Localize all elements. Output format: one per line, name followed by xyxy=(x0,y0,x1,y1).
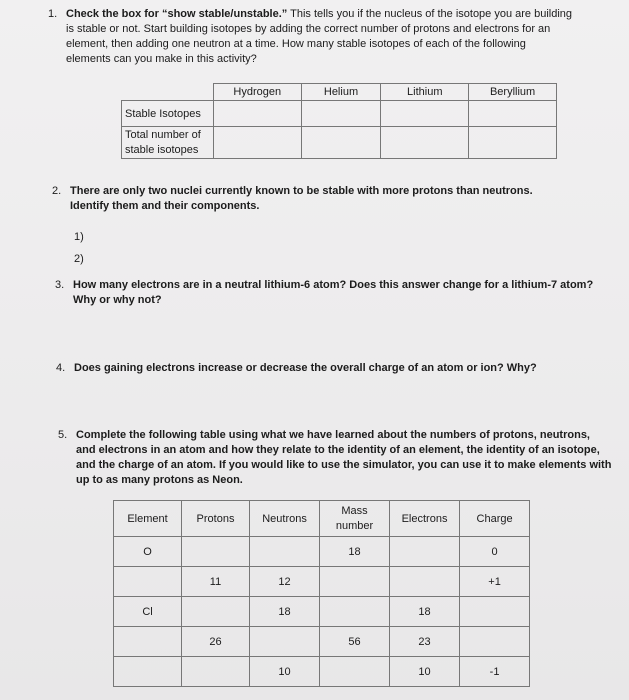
cell-electrons: 18 xyxy=(389,597,459,627)
cell-protons: 26 xyxy=(182,627,250,657)
answer-item-2: 2) xyxy=(74,253,84,265)
cell-protons[interactable] xyxy=(182,597,250,627)
col-header-charge: Charge xyxy=(460,501,530,537)
question-3-line: Why or why not? xyxy=(73,294,162,306)
question-4-line: Does gaining electrons increase or decrease the overall charge of an atom or ion? Why? xyxy=(74,362,537,374)
cell-element[interactable] xyxy=(114,627,182,657)
answer-cell[interactable] xyxy=(301,127,381,159)
question-number: 2. xyxy=(52,185,62,197)
row-label-total-stable xyxy=(122,127,214,159)
cell-neutrons: 18 xyxy=(249,597,319,627)
cell-element: Cl xyxy=(114,597,182,627)
question-3-line: How many electrons are in a neutral lithium-6 atom? Does this answer change for a lithium-7 atom? xyxy=(73,279,594,291)
col-header-protons: Protons xyxy=(182,501,250,537)
cell-charge: +1 xyxy=(460,567,530,597)
question-2-line: Identify them and their components. xyxy=(70,200,260,212)
cell-mass-number[interactable] xyxy=(320,567,390,597)
cell-electrons[interactable] xyxy=(389,567,459,597)
question-1-lead: Check the box for “show stable/unstable.” xyxy=(66,8,288,20)
question-5-line: and the charge of an atom. If you would like to use the simulator, you can use it to make elements with xyxy=(76,459,612,471)
table-corner xyxy=(122,84,214,101)
cell-neutrons[interactable] xyxy=(249,537,319,567)
cell-mass-number: 18 xyxy=(320,537,390,567)
cell-electrons: 10 xyxy=(389,657,459,687)
answer-cell[interactable] xyxy=(213,127,301,159)
col-header-electrons: Electrons xyxy=(389,501,459,537)
answer-cell[interactable] xyxy=(381,127,469,159)
header-line: Mass xyxy=(341,504,368,517)
cell-protons[interactable] xyxy=(182,537,250,567)
col-header-element: Element xyxy=(114,501,182,537)
cell-mass-number: 56 xyxy=(320,627,390,657)
question-5-line: up to as many protons as Neon. xyxy=(76,474,243,486)
row-label-line: stable isotopes xyxy=(125,143,199,156)
row-label-line: Total number of xyxy=(125,128,201,141)
answer-cell[interactable] xyxy=(301,101,381,127)
cell-neutrons: 10 xyxy=(249,657,319,687)
stable-isotopes-table xyxy=(121,83,557,159)
answer-cell[interactable] xyxy=(213,101,301,127)
cell-charge[interactable] xyxy=(460,597,530,627)
question-number: 5. xyxy=(58,429,68,441)
question-5-line: and electrons in an atom and how they relate to the identity of an element, the identity of an isotope, xyxy=(76,444,600,456)
answer-cell[interactable] xyxy=(381,101,469,127)
question-number: 3. xyxy=(55,279,65,291)
question-1-line: element, then adding one neutron at a time. How many stable isotopes of each of the following xyxy=(66,38,526,50)
cell-neutrons[interactable] xyxy=(249,627,319,657)
question-number: 1. xyxy=(48,8,58,20)
question-1-text: This tells you if the nucleus of the isotope you are building xyxy=(287,8,573,20)
col-header-neutrons: Neutrons xyxy=(249,501,319,537)
cell-mass-number[interactable] xyxy=(320,657,390,687)
cell-protons: 11 xyxy=(182,567,250,597)
col-header-hydrogen: Hydrogen xyxy=(213,84,301,101)
header-line: number xyxy=(335,519,374,532)
cell-charge: -1 xyxy=(460,657,530,687)
answer-cell[interactable] xyxy=(469,127,557,159)
row-label-stable-isotopes: Stable Isotopes xyxy=(122,101,214,127)
cell-element: O xyxy=(114,537,182,567)
cell-element[interactable] xyxy=(114,567,182,597)
question-1-line: elements can you make in this activity? xyxy=(66,53,257,65)
col-header-lithium: Lithium xyxy=(381,84,469,101)
cell-element[interactable] xyxy=(114,657,182,687)
cell-electrons[interactable] xyxy=(389,537,459,567)
question-1-line: is stable or not. Start building isotopes by adding the correct number of protons and electrons for an xyxy=(66,23,551,35)
cell-charge: 0 xyxy=(460,537,530,567)
cell-charge[interactable] xyxy=(460,627,530,657)
cell-mass-number[interactable] xyxy=(320,597,390,627)
answer-item-1: 1) xyxy=(74,231,84,243)
col-header-helium: Helium xyxy=(301,84,381,101)
atoms-table xyxy=(113,500,530,687)
question-5-line: Complete the following table using what we have learned about the numbers of protons, neutrons, xyxy=(76,429,590,441)
question-number: 4. xyxy=(56,362,66,374)
col-header-mass-number xyxy=(320,501,390,537)
cell-protons[interactable] xyxy=(182,657,250,687)
question-2-line: There are only two nuclei currently known to be stable with more protons than neutrons. xyxy=(70,185,533,197)
cell-neutrons: 12 xyxy=(249,567,319,597)
cell-electrons: 23 xyxy=(389,627,459,657)
col-header-beryllium: Beryllium xyxy=(469,84,557,101)
answer-cell[interactable] xyxy=(469,101,557,127)
